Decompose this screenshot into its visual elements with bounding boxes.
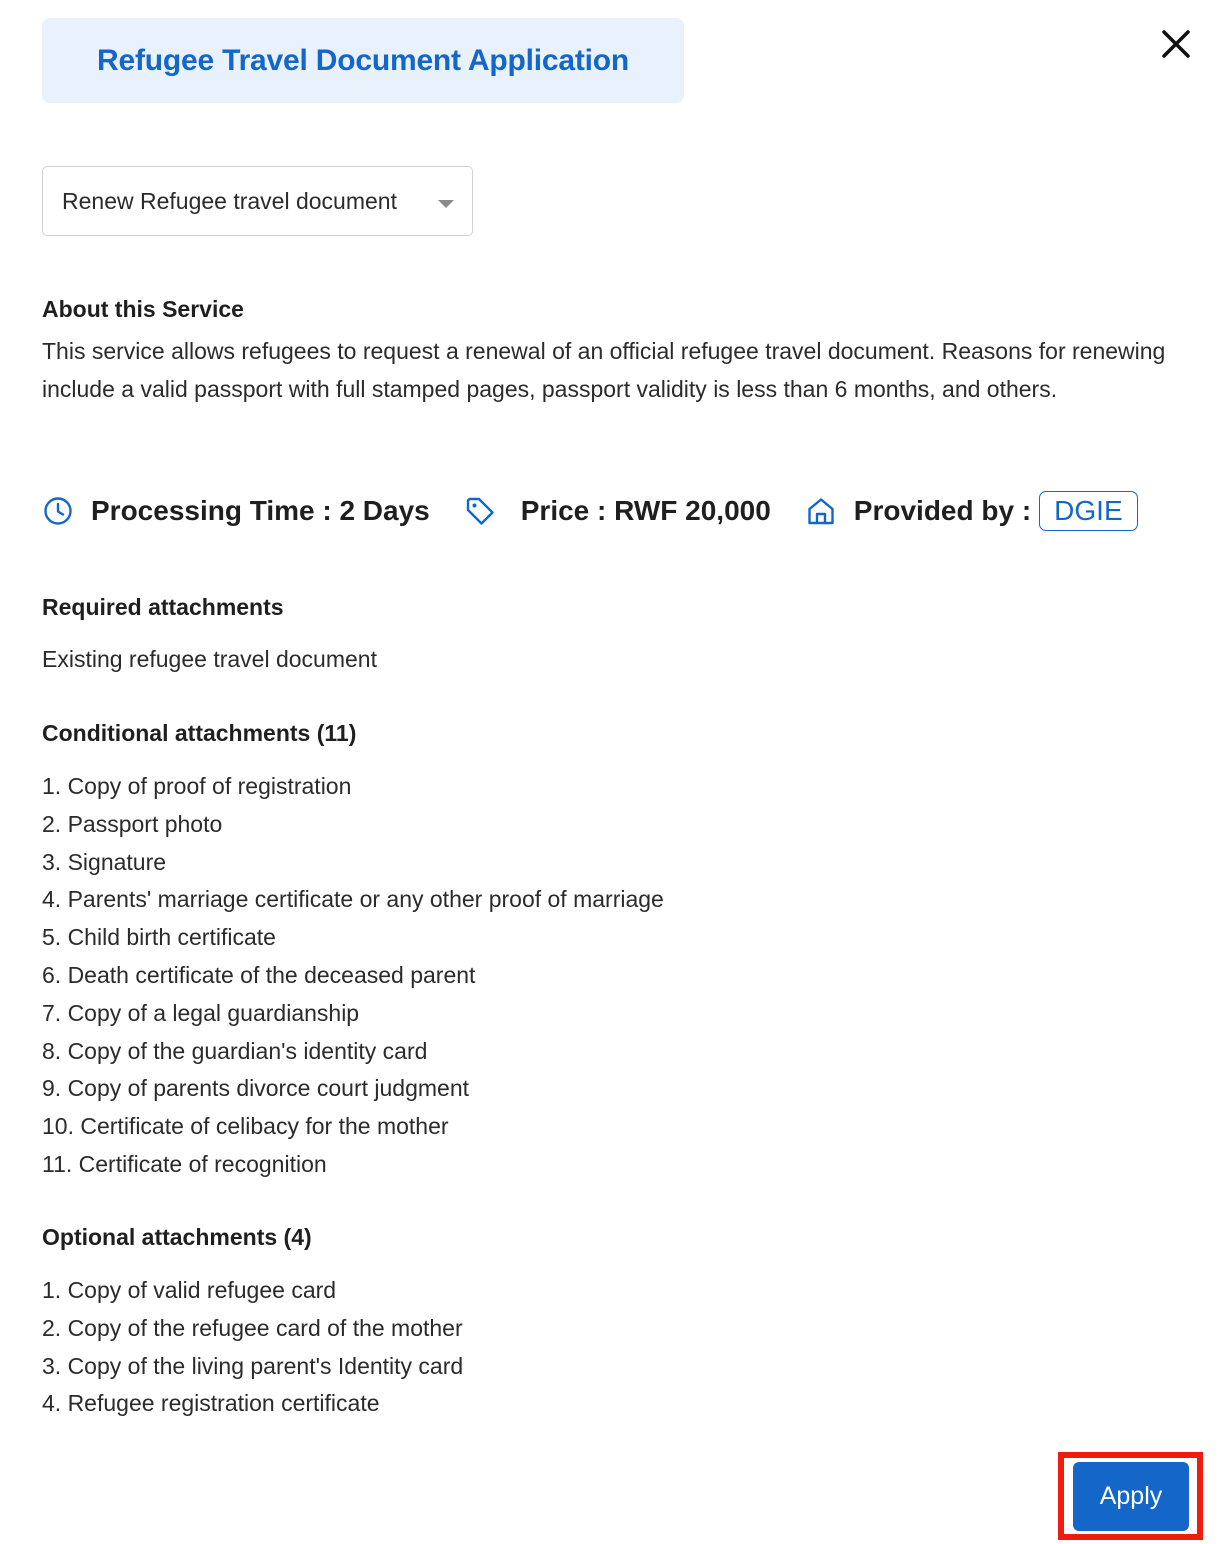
price-label: Price : RWF 20,000 (520, 495, 771, 526)
about-title: About this Service (42, 296, 244, 322)
service-meta-row (42, 490, 1138, 532)
provider-badge[interactable]: DGIE (1039, 491, 1137, 531)
chevron-down-icon (438, 200, 454, 208)
tag-icon (464, 495, 496, 527)
page-title-banner (42, 18, 684, 103)
list-item: 8. Copy of the guardian's identity card (42, 1037, 428, 1064)
clock-icon (42, 495, 74, 527)
service-type-select-value: Renew Refugee travel document (62, 187, 397, 214)
close-button[interactable] (1156, 24, 1196, 64)
page-title: Refugee Travel Document Application (97, 43, 629, 77)
list-item: 2. Copy of the refugee card of the mother (42, 1314, 463, 1341)
conditional-attachments-title: Conditional attachments (11) (42, 720, 357, 746)
list-item: 1. Copy of proof of registration (42, 773, 352, 799)
list-item: 11. Certificate of recognition (42, 1150, 327, 1177)
processing-time-label: Processing Time : 2 Days (91, 495, 430, 526)
list-item: 9. Copy of parents divorce court judgment (42, 1075, 470, 1102)
processing-time (42, 495, 430, 527)
conditional-attachments-list (42, 768, 664, 1184)
service-type-select[interactable] (42, 166, 473, 236)
about-description: This service allows refugees to request a renewal of an official refugee travel document. Reasons for renewing include a valid passport with full stamped pages, passport validity is less than 6 months, and others. (42, 338, 1166, 402)
optional-attachments-list (42, 1272, 463, 1423)
close-icon (1156, 24, 1196, 64)
home-icon (805, 495, 837, 527)
apply-button[interactable]: Apply (1073, 1462, 1189, 1531)
provider (805, 491, 1138, 531)
list-item: 6. Death certificate of the deceased parent (42, 961, 476, 988)
price (464, 495, 771, 527)
list-item: 3. Signature (42, 848, 167, 875)
list-item: 7. Copy of a legal guardianship (42, 999, 360, 1026)
list-item: 3. Copy of the living parent's Identity card (42, 1352, 464, 1379)
list-item: 2. Passport photo (42, 810, 223, 837)
required-attachment-item: Existing refugee travel document (42, 646, 377, 672)
list-item: 1. Copy of valid refugee card (42, 1277, 337, 1303)
required-attachments-title: Required attachments (42, 594, 284, 620)
provided-by-label: Provided by : (853, 495, 1032, 526)
list-item: 4. Refugee registration certificate (42, 1390, 380, 1417)
optional-attachments-title: Optional attachments (4) (42, 1224, 312, 1250)
list-item: 4. Parents' marriage certificate or any other proof of marriage (42, 886, 664, 913)
list-item: 10. Certificate of celibacy for the mother (42, 1113, 449, 1140)
list-item: 5. Child birth certificate (42, 924, 276, 951)
